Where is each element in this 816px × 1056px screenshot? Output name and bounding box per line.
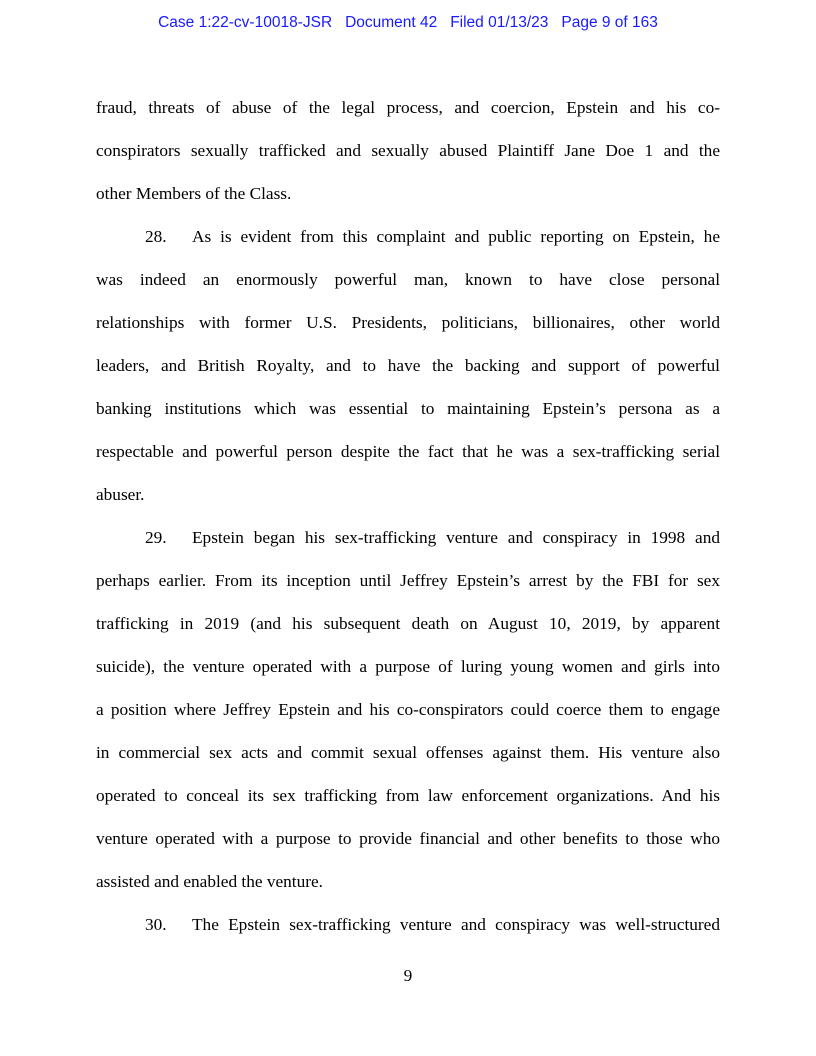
paragraph-continued xyxy=(96,86,720,215)
text-line: assisted and enabled the venture. xyxy=(96,872,323,891)
text-line: suicide), the venture operated with a purpose of luring young women and girls into xyxy=(96,657,720,676)
text-line: operated to conceal its sex trafficking from law enforcement organizations. And his xyxy=(96,786,720,805)
text-line: venture operated with a purpose to provide financial and other benefits to those who xyxy=(96,829,720,848)
text-line: banking institutions which was essential to maintaining Epstein’s persona as a xyxy=(96,399,720,418)
case-number: Case 1:22-cv-10018-JSR xyxy=(158,14,333,31)
text-line: was indeed an enormously powerful man, known to have close personal xyxy=(96,270,720,289)
page-number: 9 xyxy=(403,966,413,985)
text-line: fraud, threats of abuse of the legal process, and coercion, Epstein and his co- xyxy=(96,98,720,117)
text-line: leaders, and British Royalty, and to have the backing and support of powerful xyxy=(96,356,720,375)
line-text: Epstein began his sex-trafficking venture and conspiracy in 1998 and xyxy=(192,528,720,547)
text-line: respectable and powerful person despite the fact that he was a sex-trafficking serial xyxy=(96,442,720,461)
page-of: Page 9 of 163 xyxy=(561,14,658,31)
paragraph-30 xyxy=(96,903,720,946)
paragraph-number: 30. xyxy=(145,915,167,934)
text-line: a position where Jeffrey Epstein and his co-conspirators could coerce them to engage xyxy=(96,700,720,719)
text-line xyxy=(96,903,720,946)
paragraph-number: 28. xyxy=(145,227,167,246)
text-line: abuser. xyxy=(96,485,145,504)
text-line: other Members of the Class. xyxy=(96,184,292,203)
text-line: in commercial sex acts and commit sexual offenses against them. His venture also xyxy=(96,743,720,762)
line-text: The Epstein sex-trafficking venture and conspiracy was well-structured xyxy=(192,915,720,934)
paragraph-number: 29. xyxy=(145,528,167,547)
text-line: relationships with former U.S. Presidents, politicians, billionaires, other world xyxy=(96,313,720,332)
document-body xyxy=(96,86,720,946)
document-number: Document 42 xyxy=(345,14,438,31)
text-line: conspirators sexually trafficked and sexually abused Plaintiff Jane Doe 1 and the xyxy=(96,141,720,160)
text-line: trafficking in 2019 (and his subsequent death on August 10, 2019, by apparent xyxy=(96,614,720,633)
paragraph-28 xyxy=(96,215,720,516)
paragraph-29 xyxy=(96,516,720,903)
text-line xyxy=(96,215,720,258)
line-text: As is evident from this complaint and public reporting on Epstein, he xyxy=(192,227,720,246)
filed-date: Filed 01/13/23 xyxy=(450,14,549,31)
case-header xyxy=(0,14,816,32)
text-line xyxy=(96,516,720,559)
text-line: perhaps earlier. From its inception until Jeffrey Epstein’s arrest by the FBI for sex xyxy=(96,571,720,590)
